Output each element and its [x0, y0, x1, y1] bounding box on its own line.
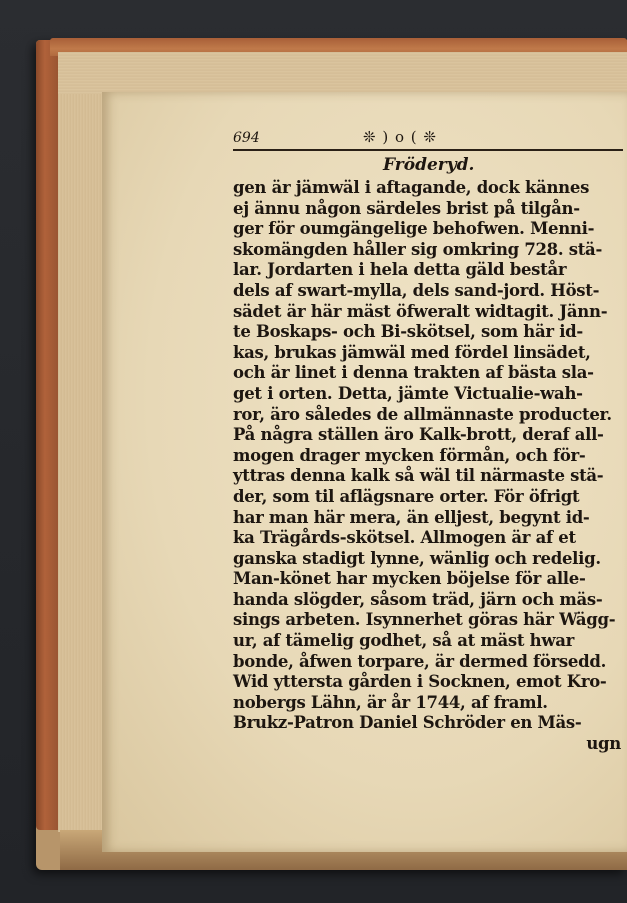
text-line: ganska stadigt lynne, wänlig och redelig.	[233, 548, 601, 568]
text-line: har man här mera, än elljest, begynt id-	[233, 507, 590, 527]
text-line: nobergs Lähn, är år 1744, af framl.	[233, 692, 548, 712]
text-line: lar. Jordarten i hela detta gäld består	[233, 260, 567, 280]
text-line: handa slögder, såsom träd, järn och mäs-	[233, 589, 603, 609]
text-line: skomängden håller sig omkring 728. stä-	[233, 239, 603, 259]
text-line: ger för oumgängelige behofwen. Menni-	[233, 219, 595, 239]
book-cover-edge	[36, 40, 58, 830]
text-line: der, som til aflägsnare orter. För öfrigt	[233, 486, 580, 506]
running-head: Fröderyd.	[383, 155, 475, 175]
page-text	[233, 128, 625, 755]
text-line: På några ställen äro Kalk-brott, deraf all-	[233, 425, 604, 445]
page-stack-top	[58, 52, 627, 94]
text-line: ror, äro således de allmännaste producter.	[233, 404, 612, 424]
text-line: kas, brukas jämwäl med fördel linsädet,	[233, 342, 591, 362]
header-rule	[233, 149, 623, 151]
text-line: ej ännu någon särdeles brist på tilgån-	[233, 198, 580, 218]
text-line: yttras denna kalk så wäl til närmaste stä-	[233, 466, 604, 486]
text-line: gen är jämwäl i aftagande, dock kännes	[233, 178, 590, 197]
text-line: get i orten. Detta, jämte Victualie-wah-	[233, 383, 583, 403]
text-line: sädet är här mäst öfweralt widtagit. Jänn-	[233, 301, 608, 321]
text-line: bonde, åfwen torpare, är dermed försedd.	[233, 651, 607, 671]
page-stack-edge	[58, 52, 105, 832]
text-line: ka Trägårds-skötsel. Allmogen är af et	[233, 528, 576, 548]
header-ornament: ❊ ) o ( ❊	[363, 128, 437, 146]
text-line: sings arbeten. Isynnerhet göras här Wägg-	[233, 610, 616, 630]
body-text	[233, 178, 625, 755]
text-line: dels af swart-mylla, dels sand-jord. Höst-	[233, 280, 600, 300]
text-line: mogen drager mycken förmån, och för-	[233, 445, 586, 465]
page-number: 694	[233, 130, 260, 146]
text-line: Man-könet har mycken böjelse för alle-	[233, 569, 586, 589]
catchword: ugn	[586, 734, 621, 754]
text-line: Brukz-Patron Daniel Schröder en Mäs-	[233, 713, 582, 733]
text-line: och är linet i denna trakten af bästa sla-	[233, 363, 594, 383]
page-header	[233, 128, 625, 148]
text-line: Wid yttersta gården i Socknen, emot Kro-	[233, 672, 607, 692]
text-line: te Boskaps- och Bi-skötsel, som här id-	[233, 322, 583, 342]
text-line: ur, af tämelig godhet, så at mäst hwar	[233, 631, 575, 651]
